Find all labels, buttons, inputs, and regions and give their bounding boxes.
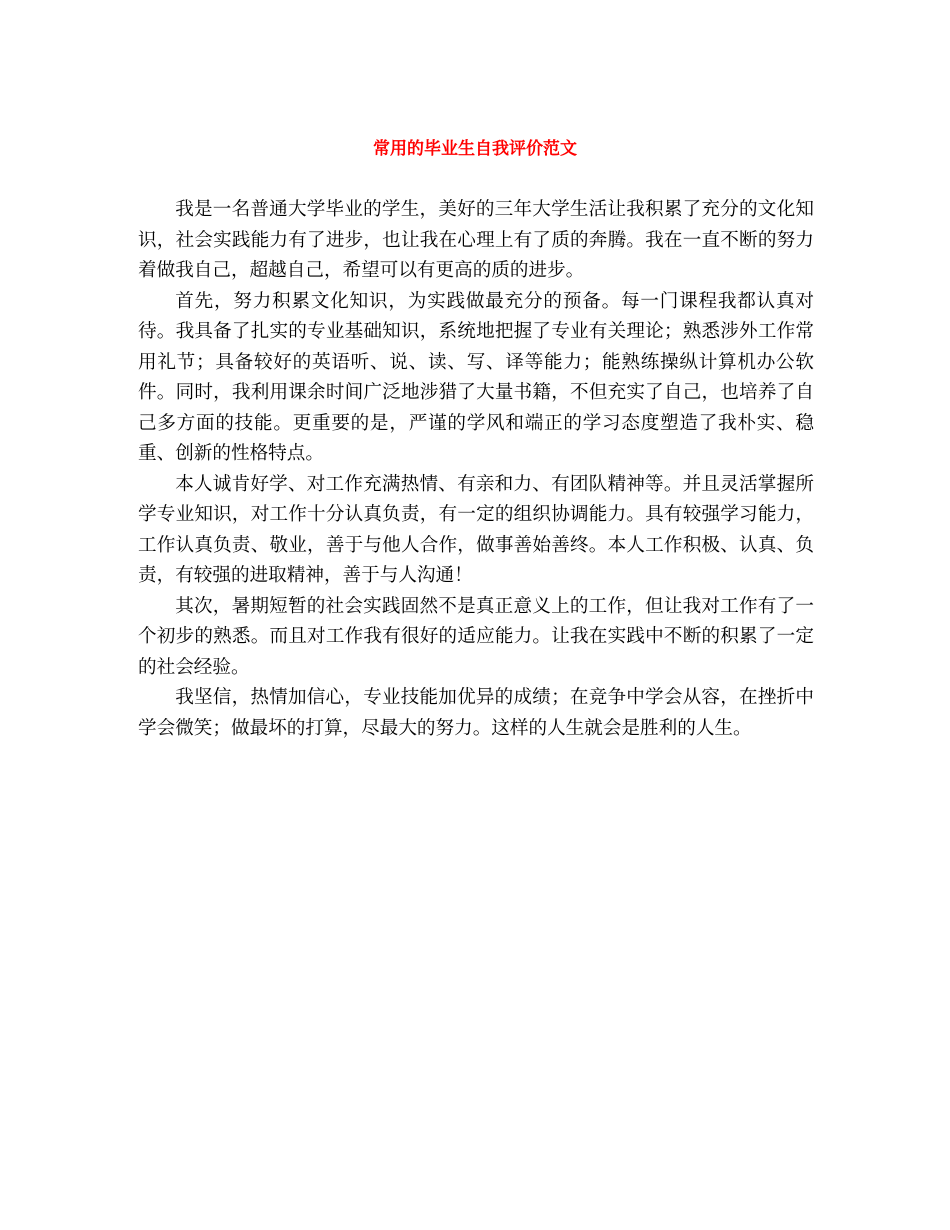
document-body bbox=[138, 195, 814, 744]
document-title: 常用的毕业生自我评价范文 bbox=[373, 139, 577, 159]
paragraph-conclusion: 我坚信，热情加信心，专业技能加优异的成绩；在竞争中学会从容，在挫折中学会微笑；做最坏的打算，尽最大的努力。这样的人生就会是胜利的人生。 bbox=[138, 687, 814, 739]
paragraph-intro: 我是一名普通大学毕业的学生，美好的三年大学生活让我积累了充分的文化知识，社会实践能力有了进步，也让我在心理上有了质的奔腾。我在一直不断的努力着做我自己，超越自己，希望可以有更高的质的进步。 bbox=[138, 199, 814, 281]
paragraph-character: 本人诚肯好学、对工作充满热情、有亲和力、有团队精神等。并且灵活掌握所学专业知识，对工作十分认真负责，有一定的组织协调能力。具有较强学习能力，工作认真负责、敬业，善于与他人合作，做事善始善终。本人工作积极、认真、负责，有较强的进取精神，善于与人沟通！ bbox=[138, 473, 814, 586]
paragraph-practice: 其次，暑期短暂的社会实践固然不是真正意义上的工作，但让我对工作有了一个初步的熟悉。而且对工作我有很好的适应能力。让我在实践中不断的积累了一定的社会经验。 bbox=[138, 595, 814, 678]
paragraph-knowledge: 首先，努力积累文化知识，为实践做最充分的预备。每一门课程我都认真对待。我具备了扎实的专业基础知识，系统地把握了专业有关理论；熟悉涉外工作常用礼节；具备较好的英语听、说、读、写、译等能力；能熟练操纵计算机办公软件。同时，我利用课余时间广泛地涉猎了大量书籍，不但充实了自己，也培养了自己多方面的技能。更重要的是，严谨的学风和端正的学习态度塑造了我朴实、稳重、创新的性格特点。 bbox=[138, 290, 814, 464]
